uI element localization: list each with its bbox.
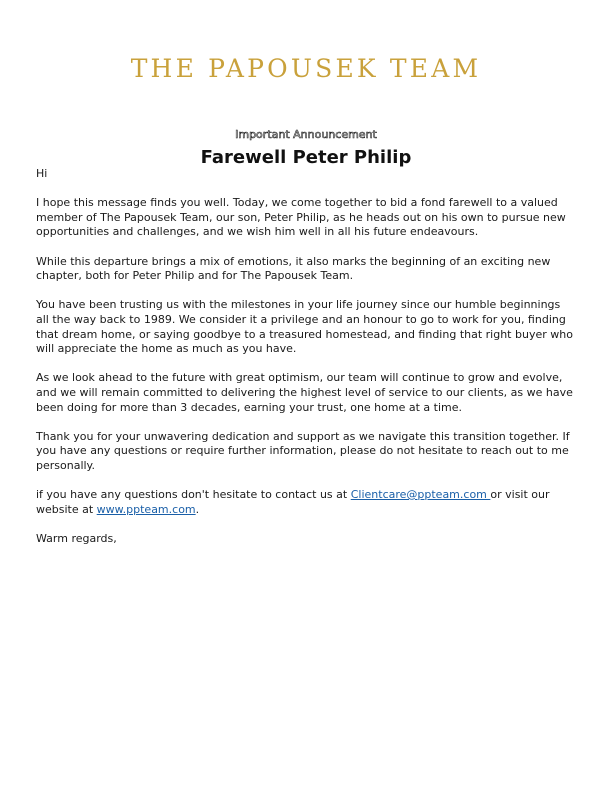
website-link[interactable]: www.ppteam.com bbox=[96, 502, 196, 516]
greeting: Hi bbox=[36, 167, 48, 180]
paragraph-2: While this departure brings a mix of emotions, it also marks the beginning of an exciting new chapter, both for Peter Philip and for The Papousek Team. bbox=[36, 254, 551, 283]
page-title: Farewell Peter Philip bbox=[200, 147, 412, 168]
email-link[interactable]: Clientcare@ppteam.com bbox=[350, 488, 491, 502]
announcement-kicker: Important Announcement bbox=[235, 128, 377, 141]
contact-paragraph bbox=[36, 488, 576, 517]
contact-prefix: if you have any questions don't hesitate to contact us at bbox=[36, 488, 351, 502]
paragraph-4: As we look ahead to the future with great optimism, our team will continue to grow and evolve, and we will remain committed to delivering the highest level of service to our clients, as we have been doing for more than 3 decades, earning your trust, one home at a time. bbox=[36, 371, 573, 414]
paragraph-1: I hope this message finds you well. Today, we come together to bid a fond farewell to a valued member of The Papousek Team, our son, Peter Philip, as he heads out on his own to pursue new opportunities and challenges, and we wish him well in all his future endeavours. bbox=[36, 196, 566, 239]
letter-body bbox=[36, 167, 576, 561]
contact-middle: or visit our website at bbox=[36, 488, 550, 516]
brand-logo: THE PAPOUSEK TEAM bbox=[130, 54, 482, 83]
paragraph-3: You have been trusting us with the milestones in your life journey since our humble beginnings all the way back to 1989. We consider it a privilege and an honour to go to work for you, finding that dream home, or saying goodbye to a treasured homestead, and finding that right buyer who will appreciate the home as much as you have. bbox=[36, 298, 573, 356]
contact-suffix: . bbox=[195, 502, 200, 516]
signoff: Warm regards, bbox=[36, 531, 117, 545]
paragraph-5: Thank you for your unwavering dedication and support as we navigate this transition together. If you have any questions or require further information, please do not hesitate to reach out to me personally. bbox=[36, 429, 570, 472]
